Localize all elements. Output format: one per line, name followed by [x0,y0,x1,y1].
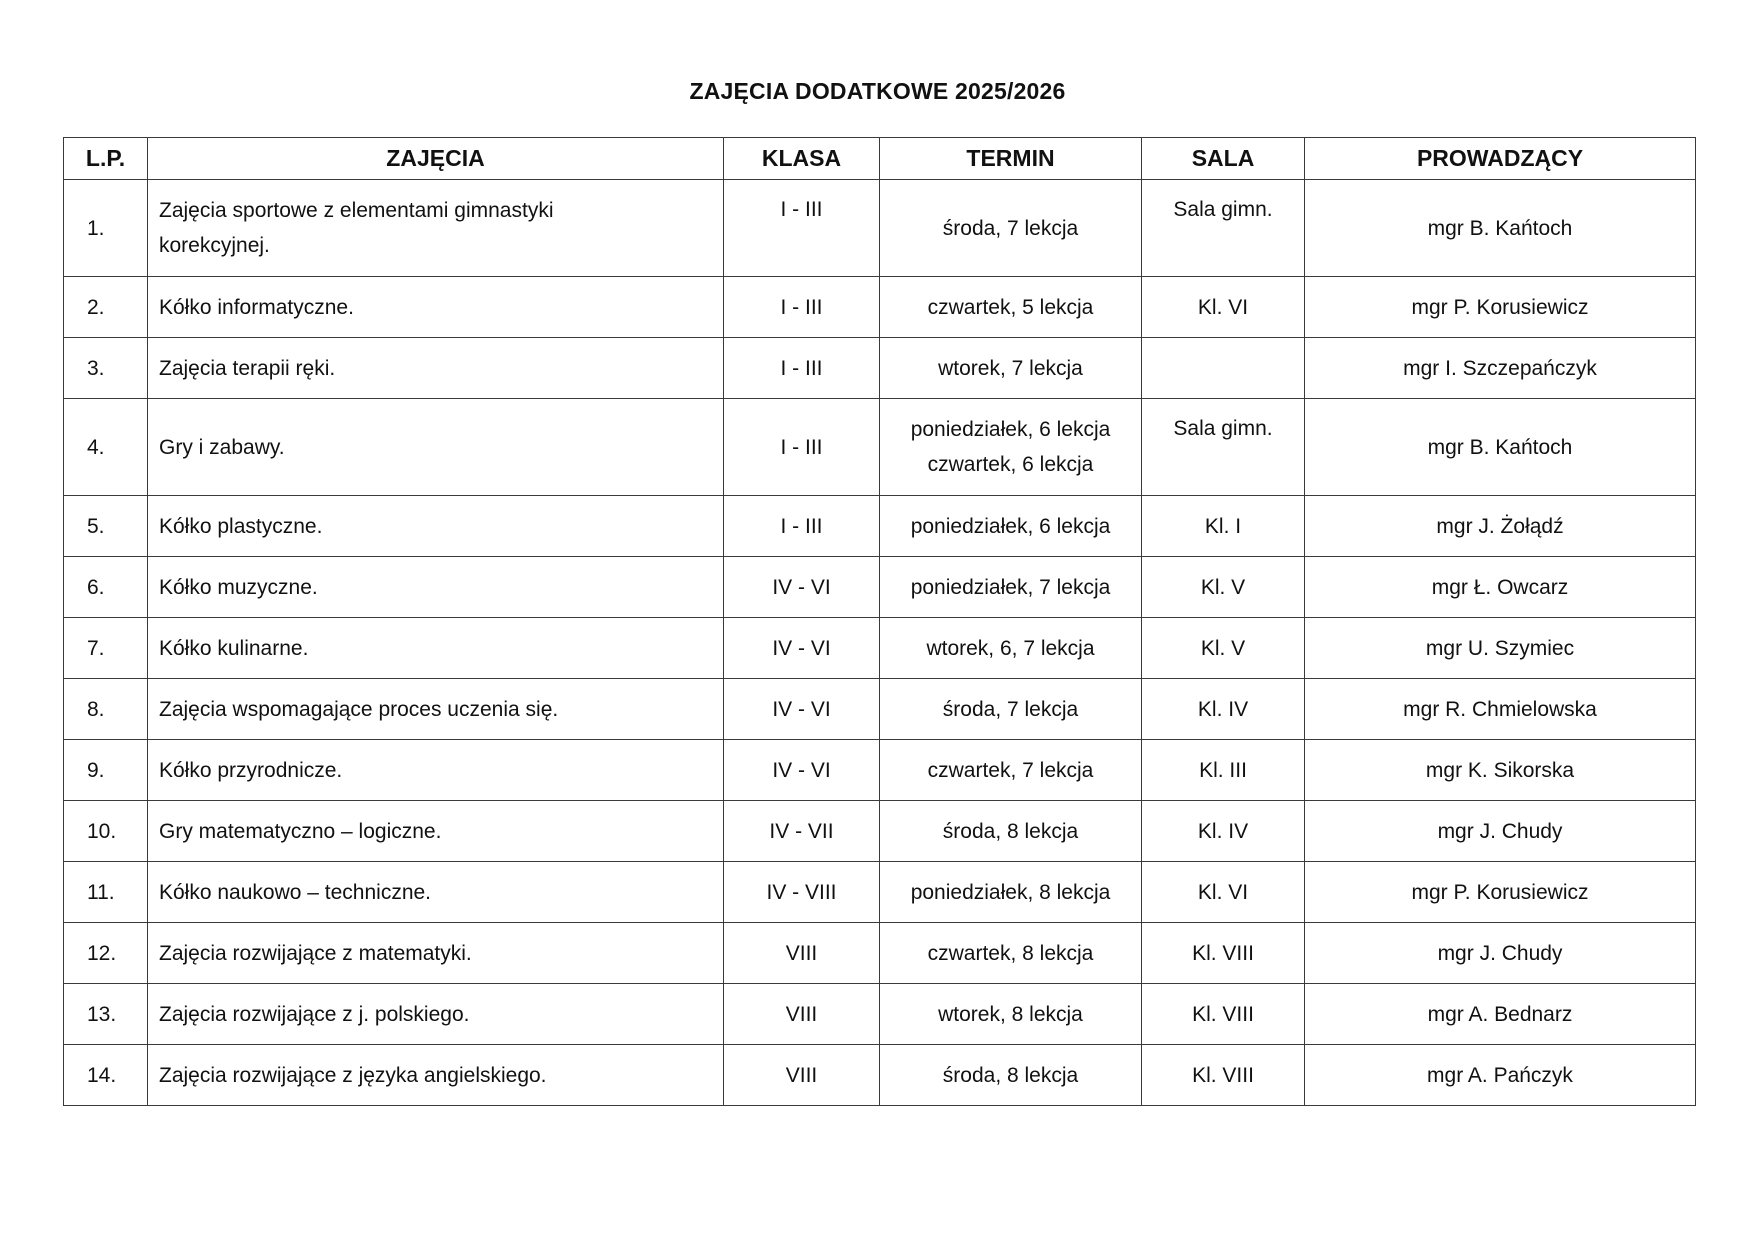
schedule-table [63,137,1696,1106]
cell-prowadzacy: mgr B. Kańtoch [1305,399,1696,496]
cell-lp: 4. [64,399,148,496]
cell-lp: 7. [64,618,148,679]
cell-sala: Kl. V [1142,618,1305,679]
table-row [64,923,1696,984]
cell-zajecia: Zajęcia rozwijające z j. polskiego. [148,984,724,1045]
cell-klasa: I - III [724,180,880,277]
cell-prowadzacy: mgr Ł. Owcarz [1305,557,1696,618]
cell-prowadzacy: mgr K. Sikorska [1305,740,1696,801]
table-row [64,496,1696,557]
cell-termin: wtorek, 8 lekcja [880,984,1142,1045]
cell-klasa: IV - VII [724,801,880,862]
cell-lp: 11. [64,862,148,923]
cell-klasa: IV - VI [724,679,880,740]
cell-termin [880,399,1142,496]
cell-termin: wtorek, 6, 7 lekcja [880,618,1142,679]
cell-prowadzacy: mgr P. Korusiewicz [1305,862,1696,923]
cell-termin: czwartek, 7 lekcja [880,740,1142,801]
table-row [64,277,1696,338]
cell-sala: Kl. VIII [1142,984,1305,1045]
table-row [64,399,1696,496]
cell-lp: 3. [64,338,148,399]
cell-zajecia: Kółko informatyczne. [148,277,724,338]
cell-zajecia: Gry matematyczno – logiczne. [148,801,724,862]
cell-lp: 12. [64,923,148,984]
cell-prowadzacy: mgr U. Szymiec [1305,618,1696,679]
cell-sala: Kl. VI [1142,277,1305,338]
cell-zajecia: Zajęcia terapii ręki. [148,338,724,399]
table-row [64,984,1696,1045]
cell-prowadzacy: mgr A. Bednarz [1305,984,1696,1045]
cell-lp: 13. [64,984,148,1045]
cell-lp: 6. [64,557,148,618]
table-row [64,338,1696,399]
cell-zajecia: Kółko przyrodnicze. [148,740,724,801]
cell-zajecia: Kółko kulinarne. [148,618,724,679]
cell-termin: poniedziałek, 7 lekcja [880,557,1142,618]
cell-zajecia: Zajęcia rozwijające z matematyki. [148,923,724,984]
cell-zajecia-line: korekcyjnej. [159,234,270,257]
cell-zajecia [148,180,724,277]
table-row [64,1045,1696,1106]
cell-klasa: IV - VI [724,740,880,801]
table-row [64,801,1696,862]
header-lp: L.P. [64,138,148,180]
cell-zajecia: Gry i zabawy. [148,399,724,496]
cell-zajecia: Zajęcia wspomagające proces uczenia się. [148,679,724,740]
cell-termin: środa, 8 lekcja [880,1045,1142,1106]
cell-prowadzacy: mgr J. Chudy [1305,923,1696,984]
cell-termin: poniedziałek, 6 lekcja [880,496,1142,557]
cell-zajecia: Zajęcia rozwijające z języka angielskiego. [148,1045,724,1106]
cell-prowadzacy: mgr B. Kańtoch [1305,180,1696,277]
cell-klasa: I - III [724,277,880,338]
cell-klasa: VIII [724,984,880,1045]
cell-lp: 1. [64,180,148,277]
header-zajecia: ZAJĘCIA [148,138,724,180]
header-prowadzacy: PROWADZĄCY [1305,138,1696,180]
cell-lp: 9. [64,740,148,801]
cell-prowadzacy: mgr P. Korusiewicz [1305,277,1696,338]
cell-klasa: I - III [724,399,880,496]
cell-sala: Sala gimn. [1142,180,1305,277]
cell-sala: Kl. I [1142,496,1305,557]
cell-sala: Kl. VI [1142,862,1305,923]
cell-sala: Kl. V [1142,557,1305,618]
header-termin: TERMIN [880,138,1142,180]
header-klasa: KLASA [724,138,880,180]
page-title: ZAJĘCIA DODATKOWE 2025/2026 [689,78,1066,104]
cell-klasa: VIII [724,923,880,984]
cell-zajecia: Kółko naukowo – techniczne. [148,862,724,923]
cell-klasa: I - III [724,496,880,557]
table-row [64,862,1696,923]
cell-sala [1142,338,1305,399]
cell-sala: Kl. IV [1142,801,1305,862]
cell-termin: czwartek, 5 lekcja [880,277,1142,338]
cell-prowadzacy: mgr R. Chmielowska [1305,679,1696,740]
cell-termin: czwartek, 8 lekcja [880,923,1142,984]
table-row [64,679,1696,740]
cell-lp: 2. [64,277,148,338]
cell-lp: 14. [64,1045,148,1106]
cell-termin: środa, 8 lekcja [880,801,1142,862]
cell-klasa: I - III [724,338,880,399]
table-row [64,557,1696,618]
cell-sala: Kl. IV [1142,679,1305,740]
cell-termin: środa, 7 lekcja [880,180,1142,277]
cell-prowadzacy: mgr J. Chudy [1305,801,1696,862]
table-row [64,180,1696,277]
cell-prowadzacy: mgr A. Pańczyk [1305,1045,1696,1106]
cell-termin: poniedziałek, 8 lekcja [880,862,1142,923]
cell-lp: 10. [64,801,148,862]
cell-klasa: IV - VI [724,618,880,679]
cell-klasa: VIII [724,1045,880,1106]
cell-termin-line: poniedziałek, 6 lekcja [910,418,1111,441]
cell-sala: Sala gimn. [1142,399,1305,496]
cell-zajecia: Kółko plastyczne. [148,496,724,557]
cell-klasa: IV - VI [724,557,880,618]
cell-prowadzacy: mgr I. Szczepańczyk [1305,338,1696,399]
cell-zajecia: Kółko muzyczne. [148,557,724,618]
table-row [64,740,1696,801]
cell-sala: Kl. VIII [1142,923,1305,984]
cell-termin: wtorek, 7 lekcja [880,338,1142,399]
header-sala: SALA [1142,138,1305,180]
cell-zajecia-line: Zajęcia sportowe z elementami gimnastyki [159,199,554,222]
table-header-row [64,138,1696,180]
cell-lp: 8. [64,679,148,740]
cell-prowadzacy: mgr J. Żołądź [1305,496,1696,557]
cell-lp: 5. [64,496,148,557]
table-row [64,618,1696,679]
cell-termin-line: czwartek, 6 lekcja [927,453,1094,476]
cell-sala: Kl. VIII [1142,1045,1305,1106]
cell-klasa: IV - VIII [724,862,880,923]
cell-sala: Kl. III [1142,740,1305,801]
cell-termin: środa, 7 lekcja [880,679,1142,740]
